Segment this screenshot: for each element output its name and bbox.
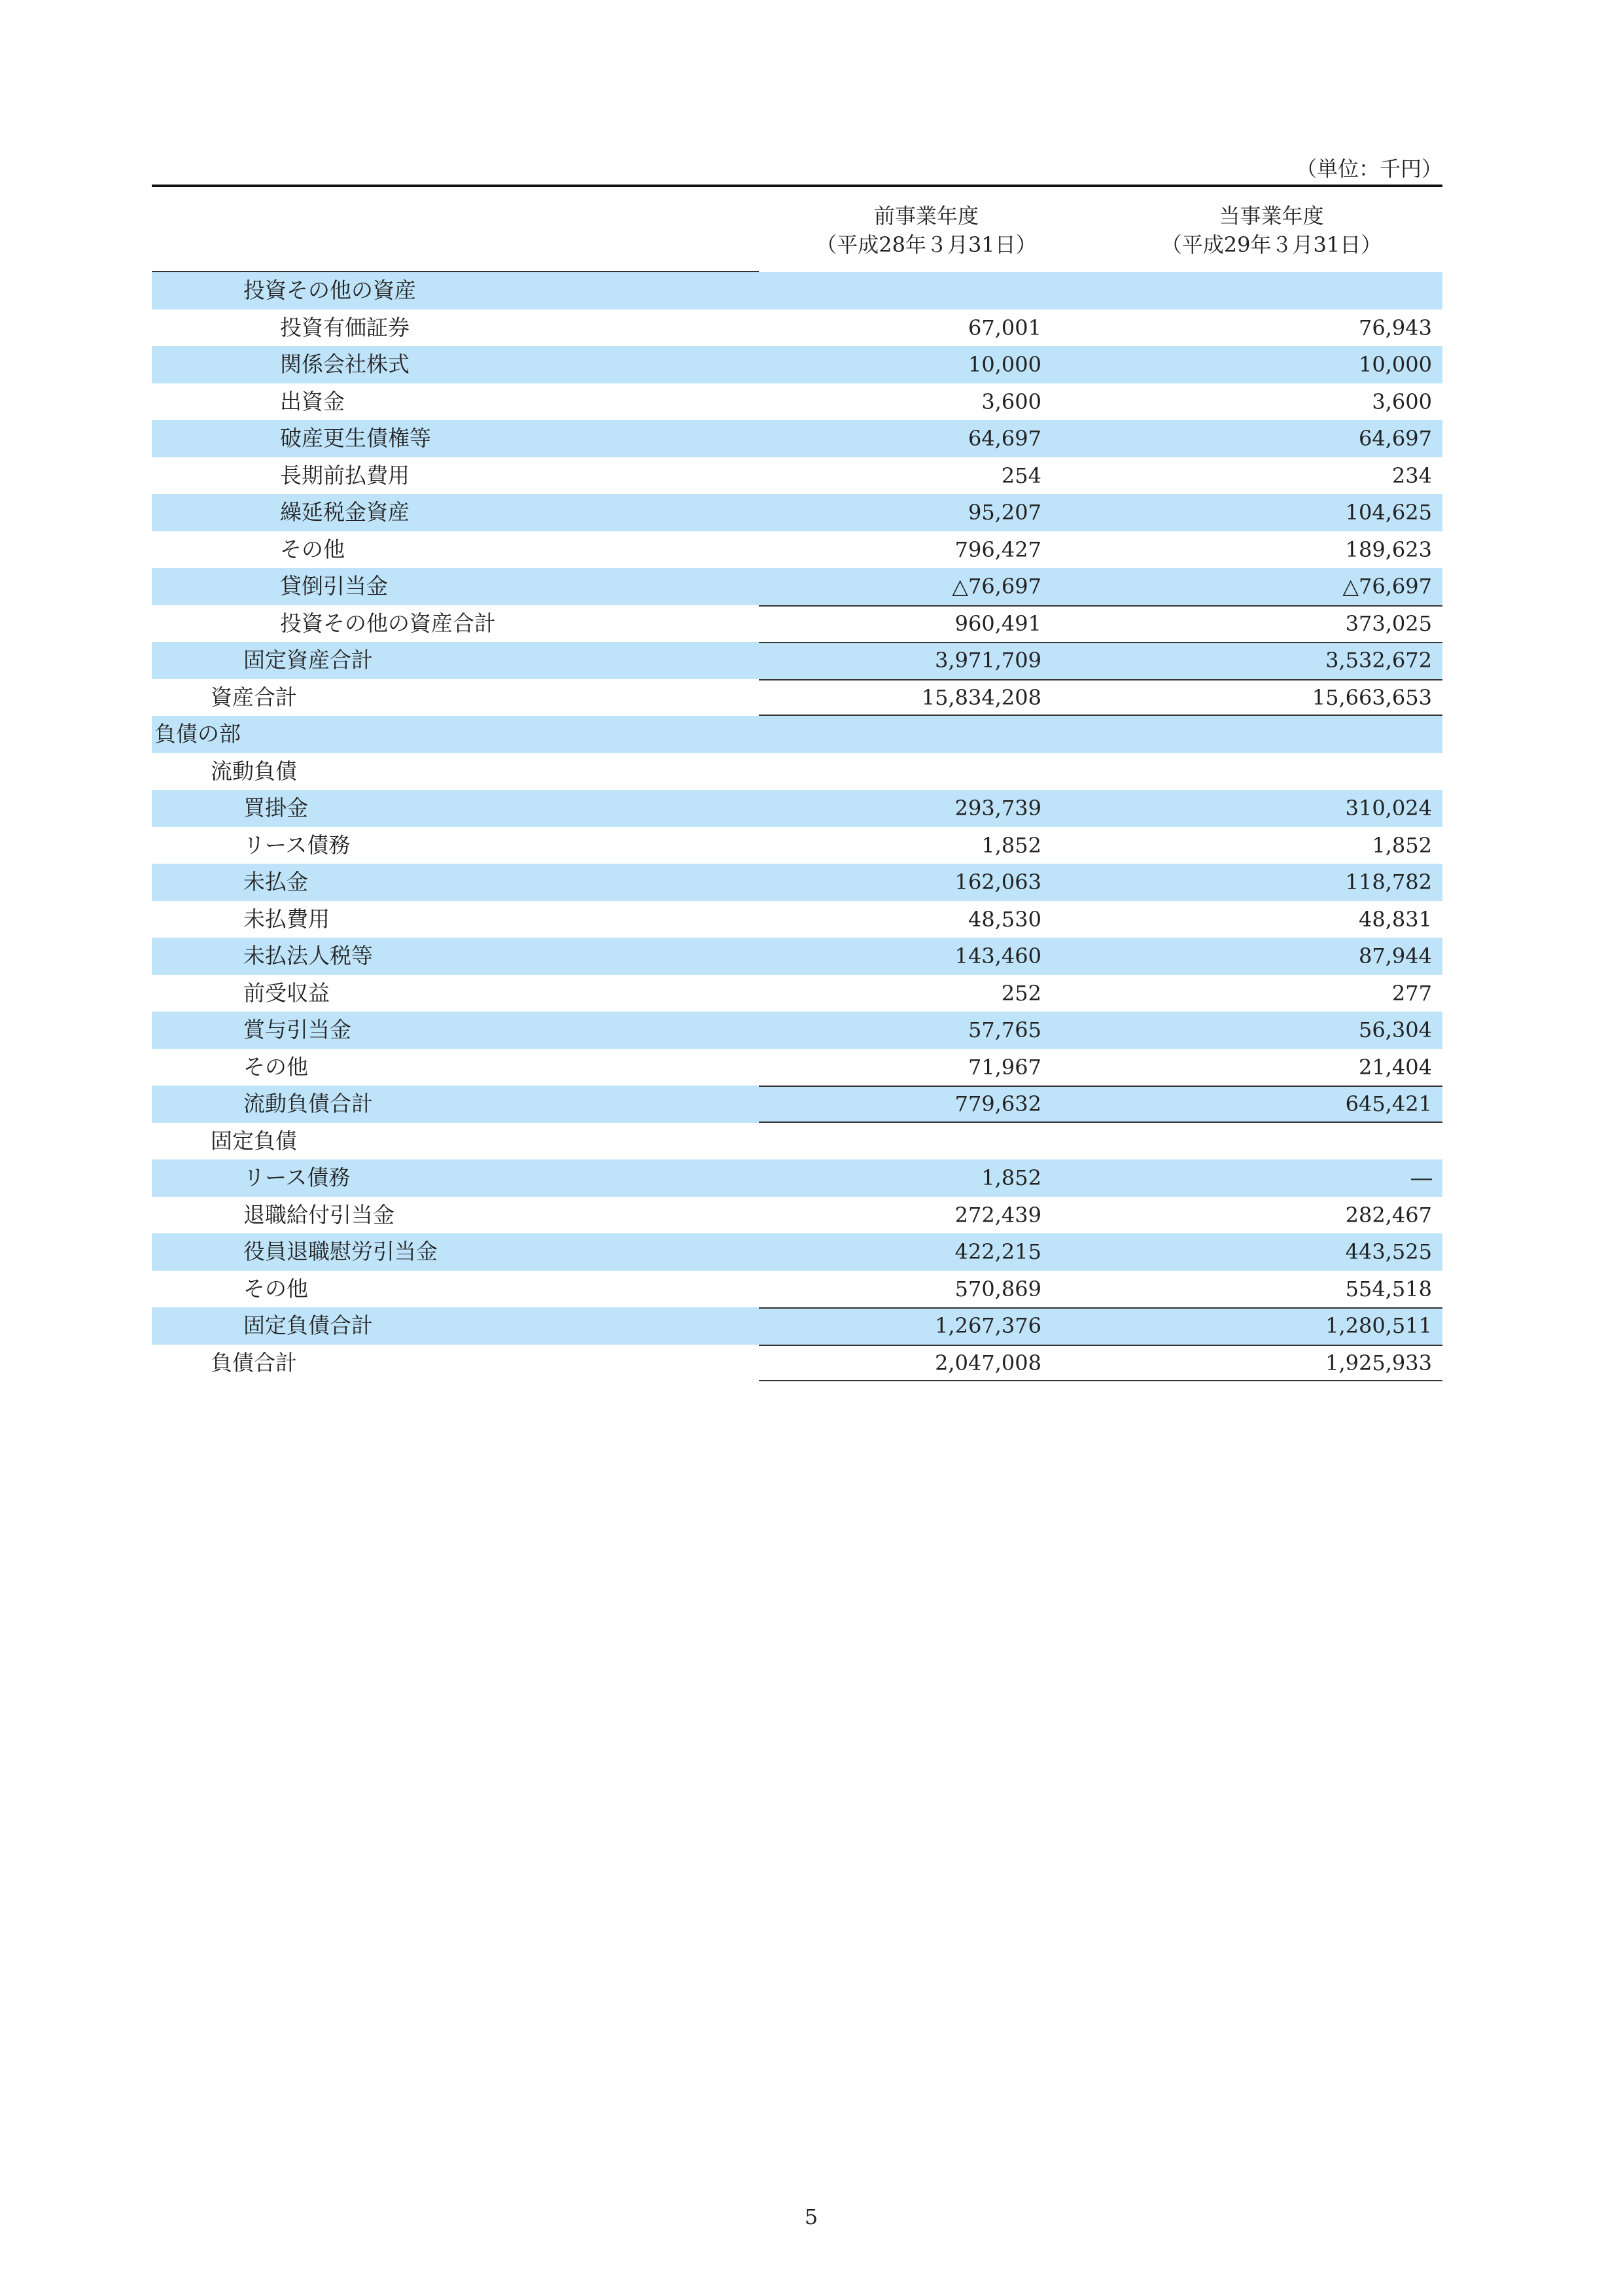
row-label: 出資金 [280,388,345,414]
balance-sheet-table [152,185,1442,1381]
table-row [152,420,1442,457]
row-label: 投資その他の資産合計 [280,610,496,636]
row-value-previous: △76,697 [952,574,1041,599]
row-label: 固定資産合計 [243,647,373,673]
row-label: 長期前払費用 [280,462,410,488]
table-row [152,457,1442,495]
table-row [152,1123,1442,1160]
table-row [152,272,1442,309]
row-value-current: 15,663,653 [1312,684,1432,710]
row-value-previous: 779,632 [954,1091,1041,1116]
row-value-previous: 162,063 [954,870,1041,894]
row-value-previous: 1,267,376 [935,1313,1041,1338]
table-row [152,383,1442,421]
row-label: その他 [243,1275,308,1301]
row-value-current: 189,623 [1345,537,1432,562]
row-value-previous: 796,427 [954,537,1041,562]
row-value-previous: 67,001 [968,315,1041,340]
table-row [152,975,1442,1012]
row-value-current: 443,525 [1345,1239,1432,1264]
table-row [152,901,1442,938]
row-value-previous: 422,215 [954,1239,1041,1264]
row-value-previous: 254 [1001,463,1041,488]
table-row [152,1086,1442,1123]
row-label: 役員退職慰労引当金 [243,1239,438,1264]
row-label: 負債合計 [211,1349,297,1375]
row-value-previous: 48,530 [968,906,1041,932]
row-value-current: △76,697 [1342,574,1432,599]
row-value-current: 645,421 [1345,1091,1432,1116]
table-row [152,531,1442,569]
row-value-previous: 64,697 [968,426,1041,451]
row-label: 賞与引当金 [243,1017,351,1042]
header-previous-year [759,202,1094,259]
row-label: 破産更生債権等 [280,425,431,451]
row-label: 前受収益 [243,980,330,1006]
row-value-previous: 272,439 [954,1202,1041,1227]
row-value-current: 21,404 [1359,1054,1432,1080]
row-label: 未払費用 [243,906,330,932]
header-previous-date: （平成28年３月31日） [816,232,1037,257]
row-value-previous: 3,971,709 [935,648,1041,673]
row-value-previous: 252 [1001,980,1041,1006]
table-row [152,864,1442,901]
header-current-year [1100,202,1442,259]
row-label: 貸倒引当金 [280,573,388,599]
row-value-previous: 3,600 [981,389,1041,414]
row-value-current: 310,024 [1345,796,1432,821]
header-current-date: （平成29年３月31日） [1161,232,1382,257]
table-row [152,1197,1442,1234]
row-value-current: 1,280,511 [1325,1313,1432,1338]
row-value-previous: 95,207 [968,500,1041,525]
table-row [152,494,1442,531]
row-value-previous: 71,967 [968,1054,1041,1080]
table-row [152,1345,1442,1382]
row-value-current: 282,467 [1345,1202,1432,1227]
row-value-previous: 1,852 [981,1165,1041,1190]
row-value-current: 48,831 [1359,906,1432,932]
table-row [152,605,1442,643]
row-label: 投資その他の資産 [243,277,416,303]
row-value-current: 3,600 [1372,389,1432,414]
header-current-title: 当事業年度 [1219,203,1324,228]
row-value-previous: 2,047,008 [935,1350,1041,1375]
row-value-previous: 143,460 [954,944,1041,968]
row-value-current: 56,304 [1359,1017,1432,1042]
row-value-current: 104,625 [1345,500,1432,525]
row-label: 関係会社株式 [280,351,410,377]
row-value-previous: 570,869 [954,1276,1041,1301]
table-row [152,346,1442,383]
table-row [152,827,1442,864]
row-value-current: 277 [1391,980,1432,1006]
row-value-current: 87,944 [1359,944,1432,968]
row-label: 負債の部 [154,721,241,747]
row-value-current: 554,518 [1345,1276,1432,1301]
page-number: 5 [804,2204,818,2229]
row-value-previous: 960,491 [954,610,1041,636]
row-value-current: 10,000 [1359,352,1432,377]
row-label: リース債務 [243,1165,351,1190]
table-row [152,1159,1442,1197]
row-value-current: 1,925,933 [1325,1350,1432,1375]
row-value-current: 76,943 [1359,315,1432,340]
row-value-current: ― [1411,1165,1432,1190]
row-label: 退職給付引当金 [243,1201,394,1227]
table-row [152,1271,1442,1308]
row-value-current: 373,025 [1345,610,1432,636]
table-row [152,790,1442,827]
row-value-current: 118,782 [1345,870,1432,894]
table-row [152,753,1442,790]
row-label: 固定負債合計 [243,1313,373,1338]
row-label: 未払法人税等 [243,943,373,968]
row-value-current: 3,532,672 [1325,648,1432,673]
row-label: 資産合計 [211,684,297,710]
row-label: 流動負債 [211,758,297,784]
row-label: その他 [280,536,345,562]
table-row [152,1307,1442,1345]
row-label: 未払金 [243,869,308,894]
row-value-previous: 293,739 [954,796,1041,821]
row-label: その他 [243,1053,308,1080]
row-label: 繰延税金資産 [280,499,410,525]
row-value-current: 1,852 [1372,832,1432,858]
row-value-previous: 57,765 [968,1017,1041,1042]
row-label: リース債務 [243,832,351,858]
table-row [152,938,1442,975]
header-previous-title: 前事業年度 [873,203,979,228]
row-label: 投資有価証券 [280,314,410,340]
table-row [152,1233,1442,1271]
row-value-current: 64,697 [1359,426,1432,451]
unit-label: （単位：千円） [1295,156,1442,181]
row-value-previous: 15,834,208 [921,684,1041,710]
row-value-current: 234 [1391,463,1432,488]
table-header [152,187,1442,272]
row-value-previous: 1,852 [981,832,1041,858]
table-row [152,568,1442,605]
row-label: 買掛金 [243,795,308,821]
table-row [152,642,1442,679]
table-row [152,1012,1442,1049]
table-row [152,1049,1442,1086]
table-row [152,716,1442,753]
table-row [152,309,1442,347]
row-label: 固定負債 [211,1127,297,1154]
row-value-previous: 10,000 [968,352,1041,377]
table-row [152,679,1442,716]
row-label: 流動負債合計 [243,1091,373,1116]
